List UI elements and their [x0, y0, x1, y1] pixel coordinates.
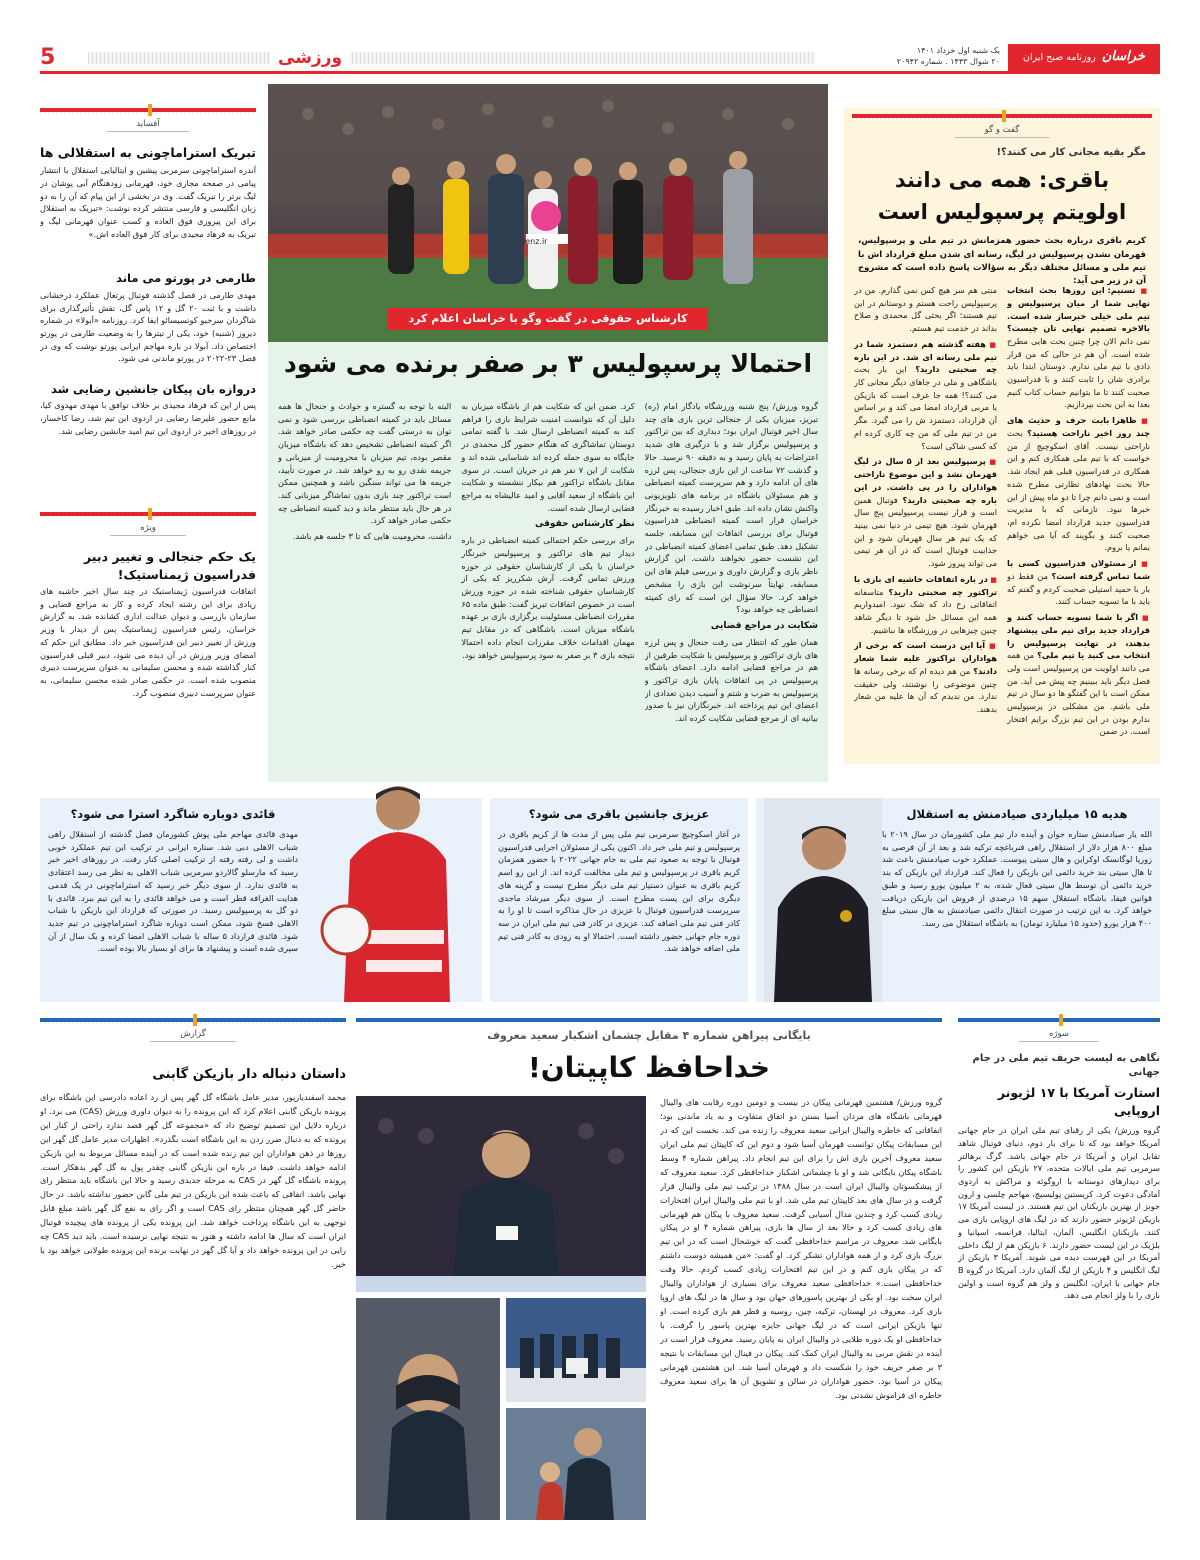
player-photo-ghaedi[interactable] [306, 780, 476, 1002]
newspaper-logo: خراسان [1101, 49, 1145, 65]
question: ■ آیا این درست است که برخی از هواداران تراکتور علیه شما شعار دادند؟ [854, 640, 997, 676]
story-text: محمد اسفندیارپور، مدیر عامل باشگاه گل گهر پس از رد اعاده دادرسی این باشگاه برای پرونده بازیکن گابنی اعلام کرد که این پرونده را به دیوان داوری ورزش (CAS) می برد. او درباره دلایل این تصمیم توضیح داد که «مجموعه گل گهر قصد ندارد راحتی از کنار این پرونده که به دنبال ضرر زدن به این باشگاه است بگذرد». اظهارات مدیر عامل گل گهر این روزها در ذهن هواداران این تیم زنده شده است که در آینده مسائل مربوط به این بازیکن ادامه خواهد داشت. فیفا در باره این بازیکن گابنی چقدر پول به گل گهر بدهکار است. پرونده باشگاه گل گهر در CAS به مرحله جدیدی رسید و حالا این باشگاه باید منتظر رای نهایی باشد. اتفاقی که باعث شده این بازیکن در تیم ملی گابن حضور نداشته باشد. در حال حاضر گل گهر همچنان منتظر رای CAS است و اگر رای به نفع گل گهر باشد مبلغ قابل توجهی به این باشگاه پرداخت خواهد شد. این پرونده یکی از پرونده های پیچیده فوتبال ایران است که سال ها ادامه داشته و هنوز به نتیجه نهایی نرسیده است. باید دید CAS چه رایی در این پرونده خواهد داد و آیا گل گهر در نهایت برنده این پرونده طولانی خواهد بود یا خیر. [40, 1091, 346, 1270]
captain-tears-photo [356, 1298, 500, 1520]
question: ■ تسنیم: این روزها بحث انتخاب نهایی شما از میان پرسپولیس و تیم ملی خیلی خبرساز شده است. بالاخره تصمیم نهایی تان چیست؟ [1007, 285, 1150, 333]
question: ■ پرسپولیس بعد از ۵ سال در لیگ قهرمان نشد و این موضوع ناراحتی هواداران را در پی داشت. در این باره چه صحبتی دارید؟ [854, 456, 997, 504]
answer: بحث ناراحتی نیست. آقای اسکوچیچ از من خواست که با تیم ملی همکاری کنم و این همکاری در فدراسیون قبلی هم ایجاد شد. حالا بحث نهادهای نظارتی مطرح شده است و نمی دانم چرا تا دو ماه پیش از این خبرها نبود. تازمانی که با مدیریت فدراسیون جدید قرارداد امضا نکرده ام، صحبت کنند و بگویند که آیا می خواهم بمانم یا بروم. [1007, 428, 1150, 553]
player-photo-sayadmanesh[interactable] [764, 798, 882, 1002]
question: ■ در باره اتفاقات حاشیه ای بازی با تراکتور چه صحبتی دارید؟ [854, 574, 997, 597]
captain-farewell-feature [356, 1018, 942, 1522]
father-daughter-photo [506, 1408, 646, 1520]
answer: فوتبال همین است و قرار نیست پرسپولیس پنج سال قهرمان شود. هیچ تیمی در دنیا نمی بینید که یک تیم هر سال قهرمان شود و این جذابیت فوتبال است که در آن هر تیمی می تواند پیروز شود. [854, 494, 997, 569]
farewell-main-photo[interactable] [356, 1096, 646, 1292]
box-title[interactable]: قائدی دوباره شاگرد استرا می شود؟ [70, 807, 276, 821]
feature-top-rule [356, 1018, 942, 1022]
feature-kicker: بایگانی پیراهن شماره ۴ مقابل چشمان اشکبار سعید معروف [487, 1029, 811, 1042]
ghaedi-box [40, 798, 482, 1002]
answer: من فقط دو بار با حمید استیلی صحبت کردم و گفتم که باید با ما تسویه حساب کنند. [1007, 570, 1150, 607]
photo-watermark: lenz.ir [523, 237, 548, 246]
subhead-legal-expert: نظر کارشناس حقوقی [534, 519, 635, 530]
tab-marker [1002, 110, 1006, 122]
interview-tab-label: گفت و گو [955, 124, 1050, 138]
captain-with-daughter-photo[interactable] [506, 1408, 646, 1520]
news-text: آندره استراماچونی سرمربی پیشین و ایتالیایی استقلال با انتشار پیامی در صفحه مجازی خود، قهرمانی زودهنگام آبی پوشان در لیگ برتر را تبریک گفت. وی در بخشی از این پیام که آن را به دو زبان انگلیسی و فارسی منتشر کرده نوشت: «تبریک به استقلال برای این پیروزی فوق العاده و کسب عنوان قهرمانی لیگ و تبریک به فرهاد مجیدی برای کار فوق العاده اش.» [40, 165, 256, 239]
interview-column-right [1007, 284, 1150, 754]
news-text: پس از این که فرهاد مجیدی بر خلاف توافق با مهدی مهدوی کیا، مانع حضور علیرضا رضایی در اردوی این تیم شد، رضا کاخساز، در روزهای اخیر در اردوی این تیم امید جانشین رضایی شد. [40, 400, 256, 436]
interview-column-left [854, 284, 997, 754]
player-celebration-icon [306, 780, 476, 1002]
usa-roster-column [958, 1018, 1160, 1522]
volleyball-player-kiss-photo [356, 1096, 646, 1292]
feature-title[interactable]: خداحافظ کاپیتان! [527, 1050, 771, 1084]
interview-lead: کریم باقری درباره بحث حضور همزمانش در تیم ملی و پرسپولیس، قهرمان نشدن پرسپولیس در لیگ، رسانه ای شدن مبلغ قرارداد اش با تیم ملی و مسائل مختلف دیگر به سؤالات پاسخ داده است که مشروح آن در زیر می آید: [858, 236, 1146, 286]
main-story-photo[interactable] [268, 84, 828, 342]
offside-tab-header [40, 108, 256, 134]
answer: متاسفانه اتفاقاتی رخ داد که شک نبود. امیدواریم همه این مسائل حل شود تا دیگر شاهد چنین چیزهایی در ورزشگاه ها نباشیم. [854, 586, 997, 635]
news-text: مهدی طارمی در فصل گذشته فوتبال پرتغال عملکرد درخشانی داشت و با ثبت ۲۰ گل و ۱۲ پاس گل، نقش تأثیرگذاری برای شاگردان سرجیو کونسیسائو ایفا کرد. روزنامه «آبولا» در شماره دیروز (شنبه) خود، یکی از تیترها را به وضعیت طارمی در پورتو اختصاص داد. آبولا در باره مهاجم ایرانی پورتو نوشت که وی در فصل ۲۳-۲۰۲۲ در پورتو ماندنی می شود. [40, 289, 256, 364]
paragraph: همان طور که انتظار می رفت جنجال و پس لرزه های بازی تراکتور و پرسپولیس با شکایت طرفین از هم در مراجع قضایی ادامه دارد. اعضای باشگاه پرسپولیس در پی اتفاقات پایان بازی تراکتور و پرسپولیس به ضرب و شتم و آسیب دیدن تعدادی از اعضای این تیم پرداخته اند. خبرنگاران نیز با صدور بیانیه ای از مرجع قضایی شکایت کرده اند. [644, 636, 818, 724]
section-title: ورزشی [270, 46, 350, 71]
tab-marker [1059, 1014, 1063, 1026]
offside-column [40, 108, 256, 506]
main-story-column-2 [461, 400, 634, 774]
box-text: مهدی قائدی مهاجم ملی پوش کشورمان فصل گذشته از استقلال راهی شباب الاهلی دبی شد. ستاره ایرانی در ترکیب این تیم عملکرد خوبی داشت و لی رفته رفته از ترکیب اصلی کنار رفت. در روزهای اخیر خبر رسید که مارسلو گالاردو سرمربی شباب الاهلی به نظر می رسد اعتقادی به قائدی ندارد. از سوی دیگر خبر رسید که استراماچونی در یک قدمی هدایت الغرافه قطر است و می خواهد قائدی را به این تیم ببرد. قائدی با دو گل به پرسپولیس رسید. در صورتی که قرارداد این بازیکن با شباب الاهلی فسخ شود، ممکن است دوباره شاگرد استراماچونی در تیم جدید شود. قائدی قرارداد ۵ ساله با شباب الاهلی امضا کرده و یک سال از آن سپری شده است و پیشنهاد ها برای او بسیار بالا بوده است. [48, 829, 298, 954]
box-title[interactable]: عزیزی جانشین باقری می شود؟ [528, 807, 710, 821]
box-text: الله یار صیادمنش ستاره جوان و آینده دار تیم ملی کشورمان در سال ۲۰۱۹ با مبلغ ۸۰۰ هزار دلار از استقلال راهی فنرباغچه ترکیه شد و بعد از آن فرصی به زوریا لوگانسک اوکراین و هال سیتی پیوست. عملکرد خوب صیادمنش باعث شد تا هال سیتی بند خرید دائمی این بازیکن را فعال کند. قرارداد این بازیکن که بند خرید دائمی آن توسط هال سیتی فعال شده، به ۲ میلیون یورو رسید و طبق قوانین فیفا، باشگاه استقلال سهم ۱۵ درصدی از فروش این بازیکن دریافت خواهد کرد. به این ترتیب در صورت انتقال دائمی صیادمنش به هال سیتی مبلغ ۴۰۰ هزار یورو (حدود ۱۵ میلیارد تومان) به باشگاه استقلال می رسد. [882, 829, 1152, 928]
news-headline[interactable]: تبریک استراماچونی به استقلالی ها [40, 145, 256, 160]
special-tab-header [40, 512, 256, 538]
subhead-court: شکایت در مراجع قضایی [710, 620, 818, 631]
interview-tab-header [852, 114, 1152, 140]
subject-tab-label: سوژه [1019, 1028, 1099, 1042]
report-tab-label: گزارش [150, 1028, 236, 1042]
special-tab-label: ویژه [110, 522, 186, 536]
answer: این بار بحث باشگاهی و ملی در جاهای دیگر مجانی کار می کنند؟! همه جا عرف است که بازیکن یا مربی قرارداد امضا می کند و بر اساس آن قرارداد، دستمزد ش را می گیرد. مگر من در تیم ملی که من چه کاری کرده ام که کسی شاکی است؟ [854, 364, 997, 451]
answer: من همه می دانند اولویت من پرسپولیس است ولی فصل دیگر باید ببینیم چه پیش می آید. من ممکن است با این گفتگو ها دو سال در تیم ملی باشم. من مشکلی در پرسپولیس ندارم بودن در این تیم بزرگ برایم افتخار است. در ضمن [1007, 650, 1150, 737]
page-number: 5 [40, 45, 56, 70]
box-title[interactable]: هدیه ۱۵ میلیاردی صیادمنش به استقلال [906, 807, 1128, 821]
question: ■ هفته گذشته هم دستمزد شما در تیم ملی رسانه ای شد. در این باره چه صحبتی دارید؟ [854, 339, 997, 375]
answer: نمی دانم الان چرا چنین بحث هایی مطرح شده است. آن هم در حالی که من قرار دادی با تیم ملی ندارم. دوستان ابتدا باید برادری شان را ثابت کنند و با فدراسیون صحبت کنند تا ما بتوانیم حساب کتاب کنیم بعدا به این بحث بپردازیم. [1007, 335, 1150, 410]
main-story [268, 312, 828, 782]
story-title[interactable]: داستان دنباله دار بازیکن گابنی [152, 1067, 346, 1082]
football-match-photo [268, 84, 828, 342]
paragraph: کرد. ضمن این که شکایت هم از باشگاه میزبان به دلیل آن که نتوانست امنیت شرایط بازی را فراهم کند به کمیته انضباطی ارسال شد. با گفته تمامی دوستان تماشاگری که هنگام حضور گل محمدی در جایگاه به سوی حمله کرده اند شناسایی شده اند و شکایت از این ۷ نفر هم در جریان است. در سوی مقابل باشگاه تراکتور هم بیکار ننشسته و شکایت این باشگاه از سعید آقایی و امید عالیشاه به مراجع قضایی ارسال شده است. [461, 401, 635, 513]
paragraph: برای بررسی حکم احتمالی کمیته انضباطی در باره دیدار تیم های تراکتور و پرسپولیس خبرنگار خراسان با یکی از کارشناسان حقوقی در حوزه ورزش تماس گرفت. آرش شکرریز که یکی از کارشناسان حقوقی شناخته شده در حوزه ورزش است در خصوص اتفاقات تبریز گفت: طبق ماده ۶۵ مقررات انضباطی مسئولیت برگزاری بازی بر عهده باشگاه میزبان است. باشگاهی که در مقابل تیم مهمان اقدامات خلاف مقررات انجام داده احتمالا نتیجه بازی ۳ بر صفر به سود پرسپولیس خواهد بود. [461, 535, 635, 660]
interview-title-line1[interactable]: باقری: همه می دانند [894, 167, 1110, 192]
main-story-kicker: کارشناس حقوقی در گفت وگو با خراسان اعلام کرد [388, 308, 708, 330]
interview-panel [844, 108, 1160, 764]
newspaper-brand[interactable] [1008, 44, 1160, 71]
main-story-column-1 [645, 400, 818, 774]
masthead-divider [88, 52, 815, 64]
tab-marker [193, 1014, 197, 1026]
offside-tab-label: آفساید [106, 118, 189, 132]
question: ■ ظاهرا بابت حرف و حدیث های چند روز اخیر ناراحت هستید؟ [1007, 415, 1150, 438]
gabon-player-column [40, 1018, 346, 1522]
answer: من هم دیده ام که برخی رسانه ها چنین موضوعی را نوشتند، ولی حقیقت ندارد. من ندیدم که آن ها علیه من شعار بدهند. [854, 665, 997, 715]
paragraph: داشت، محرومیت هایی که تا ۳ جلسه هم باشد. [292, 531, 452, 542]
story-kicker: نگاهی به لیست حریف تیم ملی در جام جهانی [972, 1053, 1160, 1078]
masthead [40, 44, 1160, 74]
azizi-box [490, 798, 748, 1002]
question: ■ از مسئولان فدراسیون کسی با شما تماس گرفته است؟ [1007, 558, 1150, 581]
news-headline[interactable]: یک حکم جنجالی و تغییر دبیر فدراسیون ژیمناستیک! [84, 549, 256, 582]
main-story-column-3 [278, 400, 451, 774]
team-trophy-photo [506, 1298, 646, 1402]
interview-kicker: مگر بقیه مجانی کار می کنند؟! [996, 147, 1146, 158]
player-portrait-icon [764, 798, 882, 1002]
paragraph: گروه ورزش/ پنج شنبه ورزشگاه یادگار امام (ره) تبریز، میزبان یکی از جنجالی ترین بازی های چند سال اخیر فوتبال ایران بود؛ دیداری که بین تراکتور و پرسپولیس برگزار شد و با درگیری های شدید اعتراضات به پایان رسید و به دقیقه ۹۰ نرسید. حالا و گذشت ۷۲ ساعت از این بازی جنجالی، پس لرزه های آن ادامه دارد و هم سرپرست کمیته انضباطی و هم مسئولان باشگاه در برنامه های تلویزیونی واکنش نشان داده اند. طبق اخبار رسیده به خبرنگار خراسان قرار است کمیته انضباطی فدراسیون فوتبال برای بررسی اتفاقات این مسابقه، جلسه تشکیل دهد. طبق تمامی اعضای کمیته انضباطی در این نشست حضور نخواهند داشت. این گزارش ناظر بازی و گزارش داوری و بررسی فیلم های این مسابقه، نهایتاً سرنوشت این بازی را مشخص خواهد کرد. حالا سؤال این است که رای کمیته انضباطی چه خواهد بود؟ [644, 401, 818, 615]
subject-tab-header [958, 1018, 1160, 1044]
issue-date-line2: ۲۰ شوال ۱۴۴۳ . شماره ۲۰۹۴۲ [896, 56, 1000, 66]
news-text: اتفاقات فدراسیون ژیمناستیک در چند سال اخیر حاشیه های زیادی برای این رشته ایجاد کرده و کار به مراجع قضایی و سازمان بازرسی و دیوان عدالت اداری کشانده شد. به گزارش خراسان، رئیس فدراسیون ژیمناستیک پس از دیدار با وزیر ورزش از تغییر دبیر این فدراسیون خبر داد. مطابق این حکم که امضای وزیر ورزش در آن دیده می شود، دبیر قبلی فدراسیون کنار گذاشته شده و محسن سلیمانی به عنوان سرپرست دبیری منصوب شده است. در حکمی صادر شده محسن سلیمانی، به عنوان سرپرست دبیری منصوب گرد. [40, 586, 256, 698]
news-headline[interactable]: طارمی در پورتو می ماند [116, 271, 256, 286]
sayadmanesh-box [756, 798, 1160, 1002]
main-story-title[interactable]: احتمالا پرسپولیس ۳ بر صفر برنده می شود [283, 349, 813, 378]
tab-marker [148, 508, 152, 520]
news-headline[interactable]: دروازه بان پیکان جانشین رضایی شد [51, 381, 256, 396]
story-text: گروه ورزش/ یکی از رقبای تیم ملی ایران در جام جهانی آمریکا خواهد بود که تا برای بار دوم، دنیای فوتبال شاهد تقابل ایران و آمریکا در جام جهانی باشد. گرگ برهالتر سرمربی تیم ملی ایالات متحده، ۲۷ بازیکن این کشور را برای دیدارهای دوستانه با اروگوئه و مراکش به اردوی آمادگی دعوت کرد. کریستین پولیسیچ، مهاجم چلسی و ارون جونز از بهترین بازیکنان این تیم هستند. در لیست آمریکا ۱۷ بازیکن لژیونر حضور دارند که در لیگ های اروپایی بازی می کنند. بازیکنان انگلیس، آلمان، ایتالیا، فرانسه، اسپانیا و بلژیک در این لیست حضور دارند. ۶ بازیکن هم از لیگ داخلی آمریکا در این فهرست دیده می شوند. آمریکا ۳ بازیکن از لیگ انگلیس و ۴ بازیکن از لیگ آلمان دارد. آمریکا در گروه B جام جهانی با ایران، انگلیس و ولز هم گروه است و اولین بازی را با ولز انجام می دهد. [958, 1125, 1160, 1301]
tab-marker [148, 104, 152, 116]
team-celebration-photo[interactable] [506, 1298, 646, 1402]
issue-date [820, 46, 1000, 68]
question: ■ اگر با شما تسویه حساب کنند و قرارداد جدید برای تیم ملی پیشنهاد بدهند، در نهایت پرسپولیس را انتخاب می کنید یا تیم ملی؟ [1007, 612, 1150, 660]
newspaper-tagline: روزنامه صبح ایران [1023, 51, 1096, 63]
report-tab-header [40, 1018, 346, 1044]
story-title[interactable]: استارت آمریکا با ۱۷ لژیونر اروپایی [997, 1085, 1160, 1119]
interview-title-line2[interactable]: اولویتم پرسپولیس است [877, 199, 1127, 224]
special-column [40, 512, 256, 774]
paragraph: البته با توجه به گستره و حوادث و جنجال ها همه مسائل باید در کمیته انضباطی بررسی شود و نمی توان به درستی گفت چه حکمی صادر خواهد شد. اگر کمیته انضباطی تشخیص دهد که باشگاه میزبان مقصر بوده، تیم میزبان با محرومیت از میزبانی و جریمه نقدی رو به رو خواهد شد. در صورت تأیید، جریمه ها می تواند سنگین باشد و همچنین ممکن است تراکتور چند بازی بدون تماشاگر میزبانی کند. در هر حال باید منتظر ماند و دید کمیته انضباطی چه حکمی صادر خواهد کرد. [278, 401, 452, 526]
answer: منتی هم سر هیچ کس نمی گذارم. من در پرسپولیس راحت هستم و دوستانم در این تیم هستند؛ اگر بحثی گل محمدی و صلاح بداند در خدمت تیم هستم. [854, 285, 997, 334]
feature-text: گروه ورزش/ هشتمین قهرمانی پیکان در بیست و دومین دوره رقابت های والیبال قهرمانی باشگاه های مردان آسیا بستن دو اتفاق متفاوت و به یاد ماندنی بود؛ اتفاقاتی که خاطره والیبال ایرانی سعید معروف را زنده می کند. نخست این که در این مسابقات پیکان توانست قهرمان آسیا شود و دوم این که کاپیتان تیم ملی ایران سعید معروف آخرین بازی اش را برای این تیم انجام داد. پیراهن شماره ۴ وسط باشگاه پیکان بایگانی شد و او با چشمانی اشکبار خداحافظی کرد. سعید معروف که از پیشکسوتان والیبال ایران است در سال ۱۳۸۸ در ترکیب تیم ملی والیبال قرار گرفت و در سال های بعد کاپیتان تیم ملی شد. او با تیم ملی والیبال ایران افتخارات زیادی کسب کرد و چندین مدال آسیایی گرفت. سعید معروف با پیکان هم قهرمانی های زیادی کسب کرد و حالا بعد از سال ها بازی، پیراهن شماره ۴ او در پیکان بایگانی شد. معروف در مراسم خداحافظی گفت که خوشحال است که در این تیم بزرگ بازی کرد و از همه هواداران تشکر کرد. او گفت: «من همیشه دوست داشتم که در پیکان بازی کنم و در این تیم افتخارات زیادی کسب کردم. حالا وقت خداحافظی است.» خداحافظی سعید معروف برای بسیاری از هواداران والیبال ایران سخت بود. او یکی از بهترین پاسورهای جهان بود و سال ها در لیگ های اروپا بازی کرد. معروف در لهستان، ترکیه، چین، روسیه و قطر هم بازی کرده است. او تنها بازیکن ایرانی است که در لیگ جهانی جایزه بهترین پاسور را گرفت. با خداحافظی او یک دوره طلایی در والیبال ایران به پایان رسید. معروف قرار است در آینده در نقش مربی به والیبال ایران کمک کند. پیکان در فینال این مسابقات با نتیجه ۳ بر صفر حریف خود را شکست داد و قهرمان آسیا شد. این هشتمین قهرمانی پیکان در آسیا بود. حضور هواداران در سالن و تشویق آن ها برای سعید معروف خاطره ای فراموش نشدنی بود. [660, 1097, 942, 1400]
tearful-captain-photo[interactable] [356, 1298, 500, 1520]
box-text: در آغاز اسکوچیچ سرمربی تیم ملی پس از مدت ها از کریم باقری در پرسپولیس و تیم ملی خبر داد. اکنون یکی از مسئولان اجرایی فدراسیون فوتبال با توجه به صعود تیم ملی به جام جهانی ۲۰۲۲ با حضور همزمان کریم باقری در پرسپولیس و تیم ملی مخالفت کرده اند. از این رو اسم کریم باقری به عنوان دستیار تیم ملی دیگر مطرح نیست و گزینه های دیگری برای این پست مطرح است. از سوی دیگر میرشاد ماجدی سرپرست فدراسیون فوتبال با عزیزی در حال مذاکره است تا او را به کادر فنی تیم ملی اضافه کند. عزیزی در کادر فنی تیم ملی ایران در سه دوره جام جهانی حضور داشته است. احتمالا او به زودی به کادر فنی تیم ملی اضافه خواهد شد. [498, 829, 740, 954]
issue-date-line1: یک شنبه اول خرداد ۱۴۰۱ [916, 46, 1000, 55]
